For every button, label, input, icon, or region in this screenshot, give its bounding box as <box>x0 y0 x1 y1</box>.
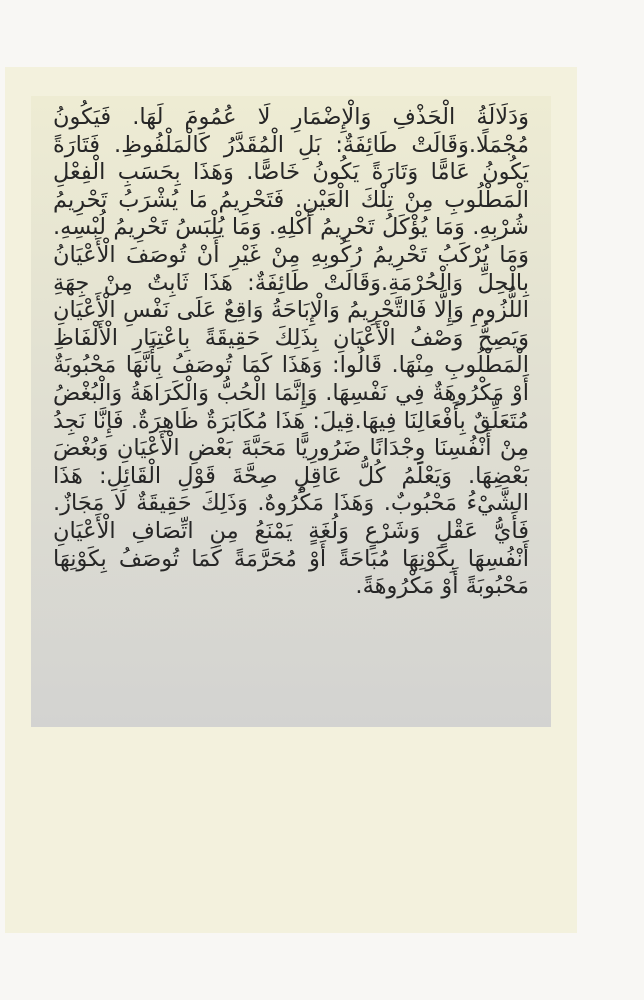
document-page <box>5 67 577 933</box>
text-block <box>31 96 551 727</box>
arabic-paragraph: وَدَلَالَةُ الْحَذْفِ وَالْإِضْمَارِ لَا عُمُومَ لَهَا. فَيَكُونُ مُجْمَلًا.وَقَالَتْ طَائِفَةٌ: بَلِ الْمُقَدَّرُ كَالْمَلْفُوظِ. فَتَارَةً يَكُونُ عَامًّا وَتَارَةً يَكُونُ خَاصًّا. وَهَذَا بِحَسَبِ الْفِعْلِ الْمَطْلُوبِ مِنْ تِلْكَ الْعَيْنِ. فَتَحْرِيمُ مَا يُشْرَبُ تَحْرِيمُ شُرْبِهِ. وَمَا يُؤْكَلُ تَحْرِيمُ أَكْلِهِ. وَمَا يُلْبَسُ تَحْرِيمُ لُبْسِهِ. وَمَا يُرْكَبُ تَحْرِيمُ رُكُوبِهِ مِنْ غَيْرِ أَنْ تُوصَفَ الْأَعْيَانُ بِالْحِلِّ وَالْحُرْمَةِ.وَقَالَتْ طَائِفَةٌ: هَذَا ثَابِتٌ مِنْ جِهَةِ اللُّزُومِ وَإِلَّا فَالتَّحْرِيمُ وَالْإِبَاحَةُ وَاقِعٌ عَلَى نَفْسِ الْأَعْيَانِ وَيَصِحُّ وَصْفُ الْأَعْيَانِ بِذَلِكَ حَقِيقَةً بِاعْتِبَارِ الْأَلْفَاظِ الْمَطْلُوبِ مِنْهَا. قَالُوا: وَهَذَا كَمَا تُوصَفُ بِأَنَّهَا مَحْبُوبَةٌ أَوْ مَكْرُوهَةٌ فِي نَفْسِهَا. وَإِنَّمَا الْحُبُّ وَالْكَرَاهَةُ وَالْبُغْضُ مُتَعَلِّقٌ بِأَفْعَالِنَا فِيهَا.قِيلَ: هَذَا مُكَابَرَةٌ ظَاهِرَةٌ. فَإِنَّا نَجِدُ مِنْ أَنْفُسِنَا وِجْدَانًا ضَرُورِيًّا مَحَبَّةَ بَعْضِ الْأَعْيَانِ وَبُغْضَ بَعْضِهَا. وَيَعْلَمُ كُلُّ عَاقِلٍ صِحَّةَ قَوْلِ الْقَائِلِ: هَذَا الشَّيْءُ مَحْبُوبٌ. وَهَذَا مَكْرُوهٌ. وَذَلِكَ حَقِيقَةٌ لَا مَجَازٌ. فَأَيُّ عَقْلٍ وَشَرْعٍ وَلُغَةٍ يَمْنَعُ مِنِ اتِّصَافِ الْأَعْيَانِ أَنْفُسِهَا بِكَوْنِهَا مُبَاحَةً أَوْ مُحَرَّمَةً كَمَا تُوصَفُ بِكَوْنِهَا مَحْبُوبَةً أَوْ مَكْرُوهَةً. <box>53 104 529 600</box>
